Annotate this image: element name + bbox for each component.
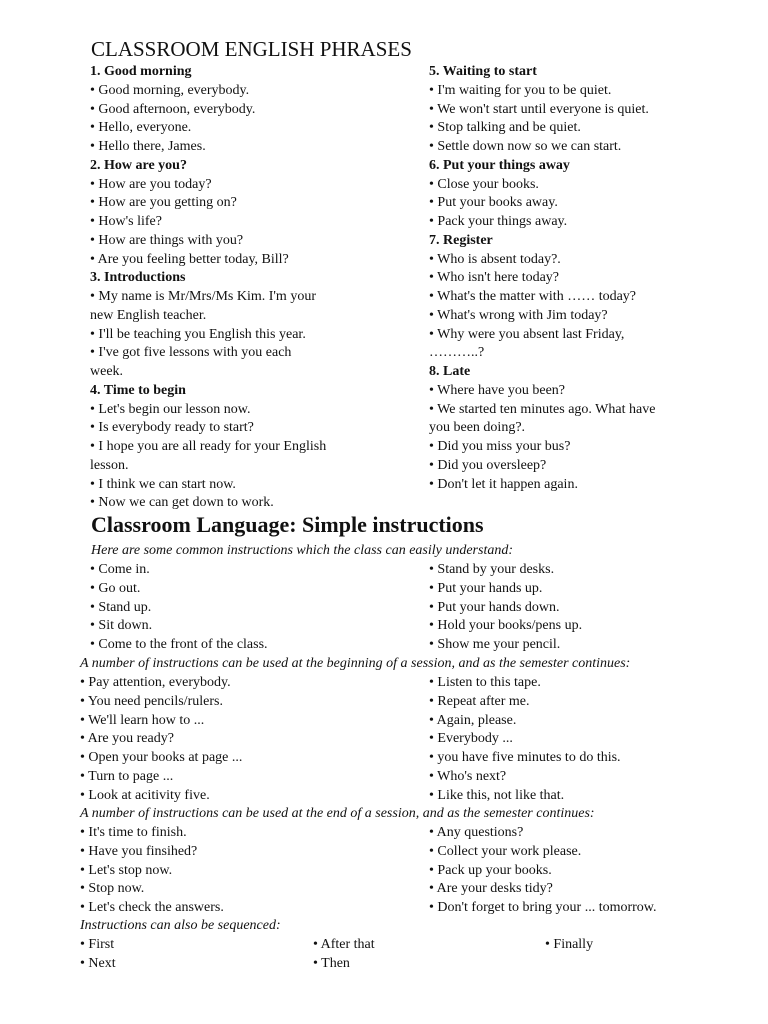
page-title: CLASSROOM ENGLISH PHRASES: [91, 37, 412, 61]
instruction-item: • Put your hands up.: [429, 580, 543, 596]
phrase-line: • We started ten minutes ago. What have: [429, 401, 656, 417]
phrase-line: you been doing?.: [429, 420, 526, 436]
phrase-line: • Don't let it happen again.: [429, 476, 578, 492]
section-heading: 1. Good morning: [90, 64, 192, 79]
instruction-item: • Put your hands down.: [429, 599, 560, 615]
intro-text: A number of instructions can be used at the end of a session, and as the semester continues:: [80, 806, 595, 821]
phrase-line: • What's the matter with …… today?: [429, 289, 637, 304]
phrase-line: • Who isn't here today?: [429, 270, 560, 286]
instruction-list-right: [429, 561, 749, 655]
instruction-item: • Are you ready?: [80, 731, 174, 747]
sequence-column-1: [80, 936, 116, 974]
sequence-item: • First: [80, 937, 115, 952]
instruction-item: • Repeat after me.: [429, 693, 530, 709]
section-heading: 2. How are you?: [90, 157, 187, 173]
instruction-list-right: [429, 824, 749, 918]
phrase-line: • Why were you absent last Friday,: [429, 326, 625, 342]
sequence-item: • After that: [313, 937, 375, 952]
sequence-item: • Then: [313, 955, 350, 971]
phrase-line: • Put your books away.: [429, 195, 558, 211]
instruction-item: • Come in.: [90, 562, 150, 577]
instruction-list-left: [80, 674, 400, 805]
phrase-line: • What's wrong with Jim today?: [429, 307, 608, 323]
instruction-item: • Go out.: [90, 580, 141, 596]
phrases-left-column: [90, 63, 390, 513]
phrase-line: • I'll be teaching you English this year.: [90, 326, 306, 342]
phrase-line: • My name is Mr/Mrs/Ms Kim. I'm your: [90, 289, 316, 304]
instruction-item: • Turn to page ...: [80, 768, 174, 784]
instruction-item: • Stand up.: [90, 599, 152, 615]
instruction-item: • Show me your pencil.: [429, 637, 561, 652]
instruction-item: • Let's check the answers.: [80, 900, 224, 915]
phrase-line: • I'm waiting for you to be quiet.: [429, 82, 612, 98]
phrase-line: • Is everybody ready to start?: [90, 420, 254, 436]
phrase-line: • How's life?: [90, 214, 162, 229]
instruction-item: • Pack up your books.: [429, 862, 552, 878]
instruction-item: • Are your desks tidy?: [429, 881, 553, 897]
section-title: Classroom Language: Simple instructions: [91, 512, 484, 537]
instruction-item: • Stop now.: [80, 881, 145, 897]
phrase-line: • We won't start until everyone is quiet.: [429, 101, 649, 117]
section-heading: 8. Late: [429, 364, 471, 379]
instruction-item: • Everybody ...: [429, 731, 513, 747]
instruction-item: • Open your books at page ...: [80, 750, 243, 765]
instruction-item: • You need pencils/rulers.: [80, 693, 223, 709]
instruction-item: • Any questions?: [429, 825, 524, 840]
instruction-item: • Pay attention, everybody.: [80, 675, 231, 690]
phrase-line: new English teacher.: [90, 307, 207, 323]
phrase-line: • Are you feeling better today, Bill?: [90, 251, 289, 267]
instruction-item: • Sit down.: [90, 618, 153, 634]
phrase-line: • Hello there, James.: [90, 139, 206, 154]
phrase-line: • I think we can start now.: [90, 476, 236, 492]
phrase-line: • Pack your things away.: [429, 214, 568, 229]
phrase-line: • Good morning, everybody.: [90, 82, 250, 98]
phrase-line: • Who is absent today?.: [429, 251, 561, 267]
instruction-item: • Come to the front of the class.: [90, 637, 268, 652]
phrase-line: • How are you getting on?: [90, 195, 237, 211]
section-heading: 5. Waiting to start: [429, 64, 537, 79]
phrase-line: • Close your books.: [429, 176, 539, 192]
phrase-line: • I hope you are all ready for your English: [90, 439, 327, 454]
instruction-item: • Like this, not like that.: [429, 787, 565, 803]
phrase-line: • Good afternoon, everybody.: [90, 101, 256, 117]
phrase-line: • How are you today?: [90, 176, 212, 192]
instruction-item: • It's time to finish.: [80, 825, 187, 840]
phrase-line: • Hello, everyone.: [90, 120, 192, 136]
phrase-line: • Did you oversleep?: [429, 457, 547, 473]
sequence-column-2: [313, 936, 375, 974]
phrase-line: • How are things with you?: [90, 232, 244, 248]
section-heading: 7. Register: [429, 232, 493, 248]
sequence-item: • Finally: [545, 937, 594, 952]
phrase-line: week.: [90, 364, 124, 379]
instruction-item: • you have five minutes to do this.: [429, 750, 621, 765]
sequence-item: • Next: [80, 955, 116, 971]
phrase-line: • Where have you been?: [429, 382, 566, 398]
phrase-line: lesson.: [90, 457, 129, 473]
instruction-item: • Who's next?: [429, 768, 507, 784]
phrase-line: • Stop talking and be quiet.: [429, 120, 581, 136]
instruction-item: • Stand by your desks.: [429, 562, 555, 577]
phrase-line: ………..?: [429, 345, 485, 361]
intro-text: Instructions can also be sequenced:: [80, 918, 281, 933]
phrase-line: • Now we can get down to work.: [90, 495, 274, 511]
instruction-item: • Don't forget to bring your ... tomorrow.: [429, 900, 657, 915]
phrase-line: • Did you miss your bus?: [429, 439, 571, 454]
instruction-list-left: [80, 824, 400, 918]
section-heading: 4. Time to begin: [90, 382, 186, 398]
section-heading: 6. Put your things away: [429, 157, 570, 173]
instruction-item: • Listen to this tape.: [429, 675, 541, 690]
instruction-item: • Collect your work please.: [429, 843, 582, 859]
intro-text: Here are some common instructions which the class can easily understand:: [91, 543, 514, 558]
phrase-line: • Let's begin our lesson now.: [90, 401, 251, 417]
phrases-right-column: [429, 63, 729, 494]
sequence-column-3: [545, 936, 593, 955]
instruction-item: • We'll learn how to ...: [80, 712, 205, 728]
instruction-list-left: [90, 561, 410, 655]
section-heading: 3. Introductions: [90, 270, 186, 286]
instruction-item: • Hold your books/pens up.: [429, 618, 583, 634]
instruction-item: • Look at acitivity five.: [80, 787, 210, 803]
phrase-line: • I've got five lessons with you each: [90, 345, 292, 361]
instruction-item: • Let's stop now.: [80, 862, 173, 878]
phrase-line: • Settle down now so we can start.: [429, 139, 622, 154]
intro-text: A number of instructions can be used at the beginning of a session, and as the semester continues:: [80, 656, 631, 671]
instruction-item: • Have you finsihed?: [80, 843, 198, 859]
instruction-list-right: [429, 674, 749, 805]
instruction-item: • Again, please.: [429, 712, 517, 728]
